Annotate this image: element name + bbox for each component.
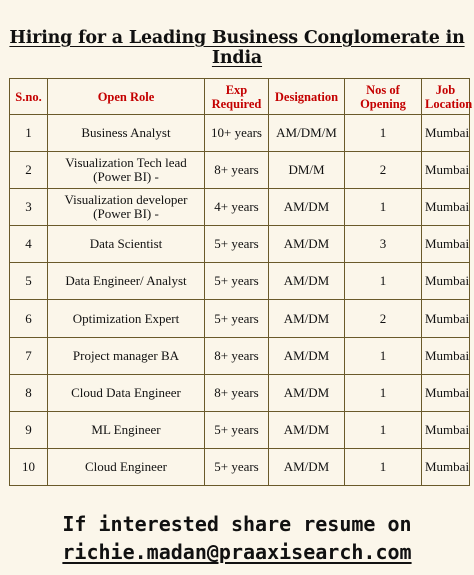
cell-sno: 1 bbox=[10, 115, 48, 152]
cell-sno: 4 bbox=[10, 226, 48, 263]
header-exp-required: Exp Required bbox=[205, 79, 269, 115]
cell-designation: AM/DM bbox=[269, 226, 345, 263]
cell-job-location: Mumbai bbox=[422, 189, 470, 226]
footer-instruction: If interested share resume on bbox=[62, 512, 412, 536]
cell-nos-of-opening: 1 bbox=[345, 448, 422, 485]
cell-exp-required: 5+ years bbox=[205, 263, 269, 300]
cell-sno: 3 bbox=[10, 189, 48, 226]
cell-nos-of-opening: 3 bbox=[345, 226, 422, 263]
table-row bbox=[10, 115, 470, 152]
page-title: Hiring for a Leading Business Conglomerate in India bbox=[9, 28, 465, 68]
cell-exp-required: 8+ years bbox=[205, 152, 269, 189]
cell-open-role: Visualization Tech lead (Power BI) - bbox=[48, 152, 205, 189]
cell-open-role: Data Scientist bbox=[48, 226, 205, 263]
cell-job-location: Mumbai bbox=[422, 152, 470, 189]
cell-exp-required: 5+ years bbox=[205, 448, 269, 485]
cell-exp-required: 4+ years bbox=[205, 189, 269, 226]
cell-designation: AM/DM bbox=[269, 300, 345, 337]
cell-job-location: Mumbai bbox=[422, 300, 470, 337]
cell-designation: AM/DM bbox=[269, 263, 345, 300]
cell-exp-required: 5+ years bbox=[205, 226, 269, 263]
table-row bbox=[10, 411, 470, 448]
cell-sno: 2 bbox=[10, 152, 48, 189]
cell-nos-of-opening: 2 bbox=[345, 300, 422, 337]
cell-job-location: Mumbai bbox=[422, 374, 470, 411]
cell-nos-of-opening: 1 bbox=[345, 411, 422, 448]
table-row bbox=[10, 448, 470, 485]
table-row bbox=[10, 300, 470, 337]
table-row bbox=[10, 189, 470, 226]
cell-open-role: Cloud Data Engineer bbox=[48, 374, 205, 411]
cell-sno: 5 bbox=[10, 263, 48, 300]
cell-designation: DM/M bbox=[269, 152, 345, 189]
cell-sno: 6 bbox=[10, 300, 48, 337]
cell-nos-of-opening: 1 bbox=[345, 337, 422, 374]
cell-nos-of-opening: 2 bbox=[345, 152, 422, 189]
cell-open-role: ML Engineer bbox=[48, 411, 205, 448]
cell-sno: 10 bbox=[10, 448, 48, 485]
cell-job-location: Mumbai bbox=[422, 115, 470, 152]
cell-open-role: Visualization developer (Power BI) - bbox=[48, 189, 205, 226]
table-row bbox=[10, 226, 470, 263]
cell-nos-of-opening: 1 bbox=[345, 115, 422, 152]
cell-nos-of-opening: 1 bbox=[345, 263, 422, 300]
header-open-role: Open Role bbox=[48, 79, 205, 115]
cell-sno: 9 bbox=[10, 411, 48, 448]
cell-open-role: Optimization Expert bbox=[48, 300, 205, 337]
cell-designation: AM/DM bbox=[269, 189, 345, 226]
cell-job-location: Mumbai bbox=[422, 337, 470, 374]
header-nos-of-opening: Nos of Opening bbox=[345, 79, 422, 115]
cell-designation: AM/DM bbox=[269, 337, 345, 374]
cell-sno: 8 bbox=[10, 374, 48, 411]
cell-job-location: Mumbai bbox=[422, 411, 470, 448]
cell-exp-required: 10+ years bbox=[205, 115, 269, 152]
cell-open-role: Cloud Engineer bbox=[48, 448, 205, 485]
table-row bbox=[10, 337, 470, 374]
cell-open-role: Business Analyst bbox=[48, 115, 205, 152]
cell-nos-of-opening: 1 bbox=[345, 189, 422, 226]
header-sno: S.no. bbox=[10, 79, 48, 115]
table-row bbox=[10, 263, 470, 300]
header-job-location: Job Location bbox=[422, 79, 470, 115]
cell-designation: AM/DM bbox=[269, 411, 345, 448]
cell-designation: AM/DM bbox=[269, 448, 345, 485]
cell-exp-required: 8+ years bbox=[205, 374, 269, 411]
header-designation: Designation bbox=[269, 79, 345, 115]
cell-exp-required: 8+ years bbox=[205, 337, 269, 374]
cell-designation: AM/DM bbox=[269, 374, 345, 411]
table-row bbox=[10, 152, 470, 189]
cell-exp-required: 5+ years bbox=[205, 411, 269, 448]
table-body bbox=[10, 115, 470, 486]
cell-open-role: Project manager BA bbox=[48, 337, 205, 374]
cell-exp-required: 5+ years bbox=[205, 300, 269, 337]
table-header-row bbox=[10, 79, 470, 115]
cell-job-location: Mumbai bbox=[422, 448, 470, 485]
cell-open-role: Data Engineer/ Analyst bbox=[48, 263, 205, 300]
cell-job-location: Mumbai bbox=[422, 263, 470, 300]
table-row bbox=[10, 374, 470, 411]
cell-sno: 7 bbox=[10, 337, 48, 374]
job-openings-table bbox=[9, 78, 473, 486]
cell-job-location: Mumbai bbox=[422, 226, 470, 263]
cell-nos-of-opening: 1 bbox=[345, 374, 422, 411]
cell-designation: AM/DM/M bbox=[269, 115, 345, 152]
contact-email-link[interactable]: richie.madan@praaxisearch.com bbox=[62, 540, 412, 564]
